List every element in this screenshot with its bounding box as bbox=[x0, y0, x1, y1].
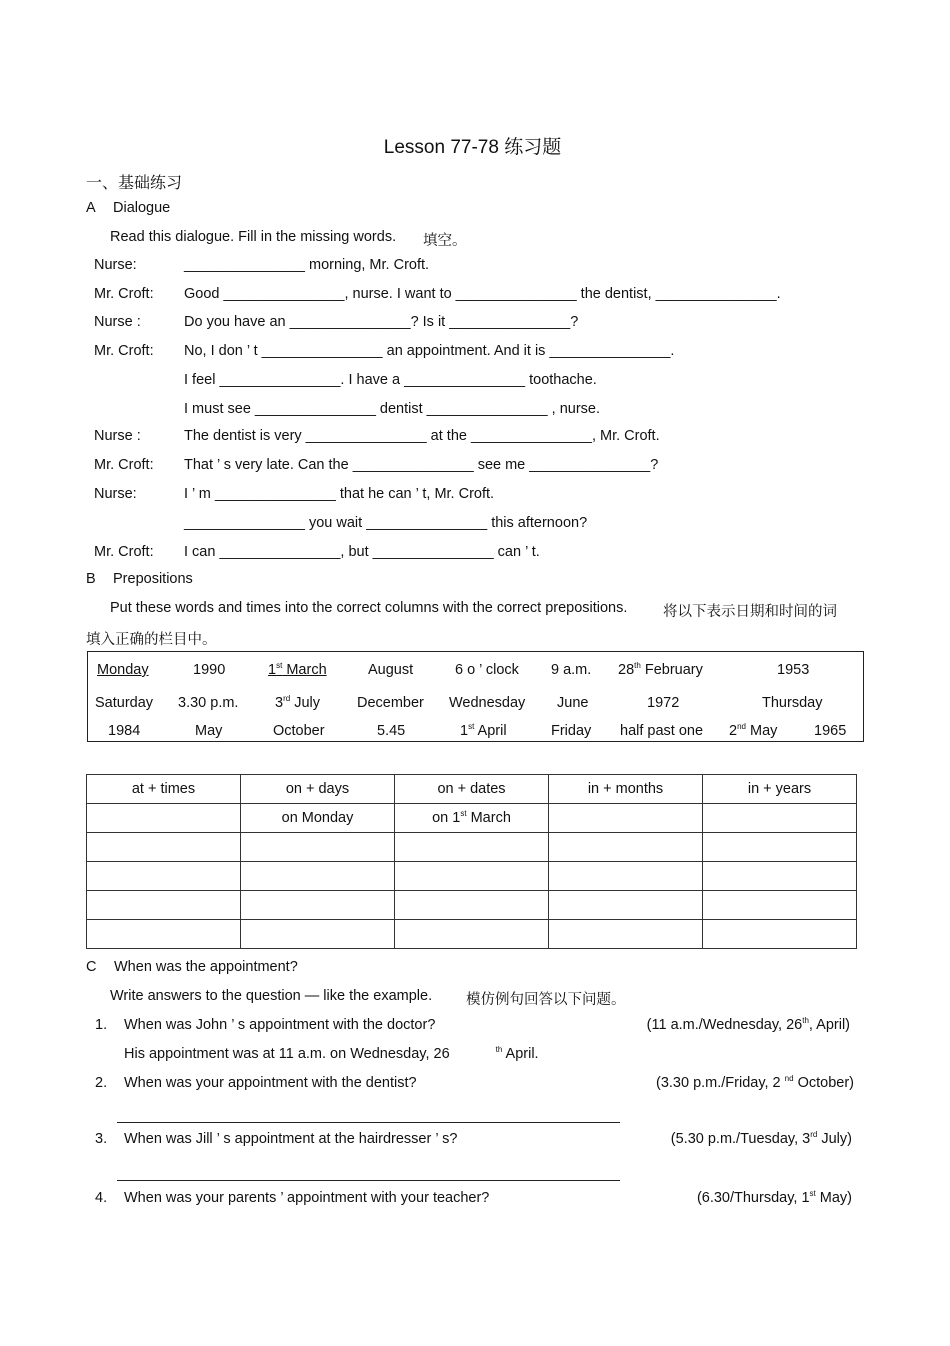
table-cell[interactable] bbox=[395, 833, 549, 862]
table-row bbox=[87, 804, 857, 833]
dialogue-speaker: Nurse: bbox=[94, 486, 137, 502]
table-cell[interactable] bbox=[703, 862, 857, 891]
table-cell[interactable] bbox=[241, 833, 395, 862]
table-cell[interactable] bbox=[703, 833, 857, 862]
table-row bbox=[87, 920, 857, 949]
table-cell[interactable] bbox=[549, 804, 703, 833]
question-hint: (6.30/Thursday, 1st May) bbox=[696, 1189, 852, 1206]
table-cell[interactable] bbox=[549, 920, 703, 949]
word-item: half past one bbox=[620, 723, 704, 739]
table-row bbox=[87, 891, 857, 920]
dialogue-line: _______________ you wait _______________ this afternoon? bbox=[184, 515, 588, 531]
table-header-cell: at + times bbox=[87, 775, 241, 804]
table-header-cell: in + years bbox=[703, 775, 857, 804]
dialogue-speaker: Mr. Croft: bbox=[94, 544, 154, 560]
word-item: August bbox=[368, 662, 414, 678]
table-cell[interactable] bbox=[549, 833, 703, 862]
part-a-instruction-cn: 填空。 bbox=[423, 233, 467, 249]
word-item: 9 a.m. bbox=[551, 662, 592, 678]
table-cell[interactable] bbox=[703, 804, 857, 833]
part-a-heading: Dialogue bbox=[113, 200, 171, 216]
question-text: When was Jill ’ s appointment at the hairdresser ’ s? bbox=[124, 1131, 458, 1147]
dialogue-speaker: Nurse : bbox=[94, 428, 141, 444]
word-item: 1st April bbox=[460, 722, 507, 739]
table-cell[interactable] bbox=[549, 891, 703, 920]
question-text: When was your appointment with the dentist? bbox=[124, 1075, 417, 1091]
table-cell[interactable] bbox=[703, 920, 857, 949]
table-cell[interactable] bbox=[87, 891, 241, 920]
word-item: 1972 bbox=[647, 695, 680, 711]
word-item: 5.45 bbox=[377, 723, 406, 739]
word-item: Thursday bbox=[762, 695, 823, 711]
part-a-letter: A bbox=[86, 200, 96, 216]
table-cell[interactable] bbox=[395, 891, 549, 920]
part-c-instruction: Write answers to the question — like the example. bbox=[110, 988, 433, 1004]
question-number: 3. bbox=[95, 1131, 108, 1147]
question-hint: (5.30 p.m./Tuesday, 3rd July) bbox=[670, 1130, 852, 1147]
answer-line[interactable] bbox=[117, 1180, 620, 1181]
word-item: December bbox=[357, 695, 424, 711]
table-row bbox=[87, 862, 857, 891]
question-text: When was your parents ’ appointment with your teacher? bbox=[124, 1190, 490, 1206]
dialogue-line: Good _______________, nurse. I want to _______________ the dentist, _______________. bbox=[184, 286, 781, 302]
part-a-instruction: Read this dialogue. Fill in the missing words. bbox=[110, 229, 397, 245]
dialogue-line: _______________ morning, Mr. Croft. bbox=[184, 257, 430, 273]
word-item: May bbox=[195, 723, 223, 739]
table-cell[interactable] bbox=[241, 862, 395, 891]
dialogue-speaker: Mr. Croft: bbox=[94, 457, 154, 473]
section-heading: 一、基础练习 bbox=[86, 175, 183, 192]
question-number: 2. bbox=[95, 1075, 108, 1091]
word-item: June bbox=[557, 695, 589, 711]
word-item: Saturday bbox=[95, 695, 154, 711]
table-cell[interactable]: on 1st March bbox=[395, 804, 549, 833]
word-item: 28th February bbox=[618, 661, 703, 678]
word-item: 1953 bbox=[777, 662, 810, 678]
word-item: 1st March bbox=[268, 661, 327, 678]
question-number: 1. bbox=[95, 1017, 108, 1033]
page-title: Lesson 77-78 练习题 bbox=[383, 137, 562, 158]
table-cell[interactable] bbox=[241, 891, 395, 920]
word-item: 6 o ’ clock bbox=[455, 662, 519, 678]
table-cell[interactable] bbox=[395, 920, 549, 949]
table-cell[interactable] bbox=[87, 804, 241, 833]
question-hint: (3.30 p.m./Friday, 2 $^{nd}$ October) bbox=[655, 1074, 854, 1091]
dialogue-speaker: Mr. Croft: bbox=[94, 343, 154, 359]
answer-line[interactable] bbox=[117, 1122, 620, 1123]
word-item: 2nd May bbox=[729, 722, 778, 739]
dialogue-speaker: Nurse : bbox=[94, 314, 141, 330]
table-cell[interactable]: on Monday bbox=[241, 804, 395, 833]
example-answer: His appointment was at 11 a.m. on Wednesday, 26 $^{th}$ April. bbox=[124, 1045, 539, 1062]
dialogue-line: I feel _______________. I have a _______________ toothache. bbox=[184, 372, 597, 388]
dialogue-line: I must see _______________ dentist _______________ , nurse. bbox=[184, 401, 601, 417]
dialogue-speaker: Nurse: bbox=[94, 257, 137, 273]
part-b-letter: B bbox=[86, 571, 96, 587]
dialogue-speaker: Mr. Croft: bbox=[94, 286, 154, 302]
question-hint: (11 a.m./Wednesday, 26th, April) bbox=[646, 1016, 850, 1033]
table-cell[interactable] bbox=[87, 833, 241, 862]
table-header-cell: in + months bbox=[549, 775, 703, 804]
part-b-instruction-cn-2: 填入正确的栏目中。 bbox=[86, 632, 217, 648]
word-item: Monday bbox=[97, 662, 149, 678]
word-item: 1990 bbox=[193, 662, 226, 678]
part-b-instruction-cn: 将以下表示日期和时间的词 bbox=[663, 604, 837, 620]
word-item: 3rd July bbox=[275, 694, 321, 711]
part-c-heading: When was the appointment? bbox=[114, 959, 298, 975]
question-text: When was John ’ s appointment with the doctor? bbox=[124, 1017, 436, 1033]
dialogue-line: The dentist is very _______________ at the _______________, Mr. Croft. bbox=[184, 428, 660, 444]
dialogue-line: That ’ s very late. Can the _______________ see me _______________? bbox=[184, 457, 659, 473]
word-item: 1965 bbox=[814, 723, 847, 739]
table-row bbox=[87, 833, 857, 862]
word-item: 3.30 p.m. bbox=[178, 695, 239, 711]
word-item: Friday bbox=[551, 723, 592, 739]
table-cell[interactable] bbox=[549, 862, 703, 891]
dialogue-line: I can _______________, but _______________ can ’ t. bbox=[184, 544, 540, 560]
part-b-instruction: Put these words and times into the correct columns with the correct prepositions. bbox=[110, 600, 628, 616]
table-cell[interactable] bbox=[395, 862, 549, 891]
question-number: 4. bbox=[95, 1190, 108, 1206]
table-cell[interactable] bbox=[703, 891, 857, 920]
part-c-instruction-cn: 模仿例句回答以下问题。 bbox=[466, 992, 626, 1008]
table-cell[interactable] bbox=[87, 920, 241, 949]
word-item: Wednesday bbox=[449, 695, 526, 711]
table-header-cell: on + days bbox=[241, 775, 395, 804]
dialogue-line: No, I don ’ t _______________ an appointment. And it is _______________. bbox=[184, 343, 675, 359]
table-cell[interactable] bbox=[87, 862, 241, 891]
word-item: 1984 bbox=[108, 723, 141, 739]
table-cell[interactable] bbox=[241, 920, 395, 949]
table-header-row bbox=[87, 775, 857, 804]
part-b-heading: Prepositions bbox=[113, 571, 193, 587]
part-c-letter: C bbox=[86, 959, 97, 975]
dialogue-line: I ’ m _______________ that he can ’ t, Mr. Croft. bbox=[184, 486, 495, 502]
prepositions-table bbox=[86, 774, 857, 949]
word-item: October bbox=[273, 723, 325, 739]
dialogue-line: Do you have an _______________? Is it _______________? bbox=[184, 314, 579, 330]
table-header-cell: on + dates bbox=[395, 775, 549, 804]
